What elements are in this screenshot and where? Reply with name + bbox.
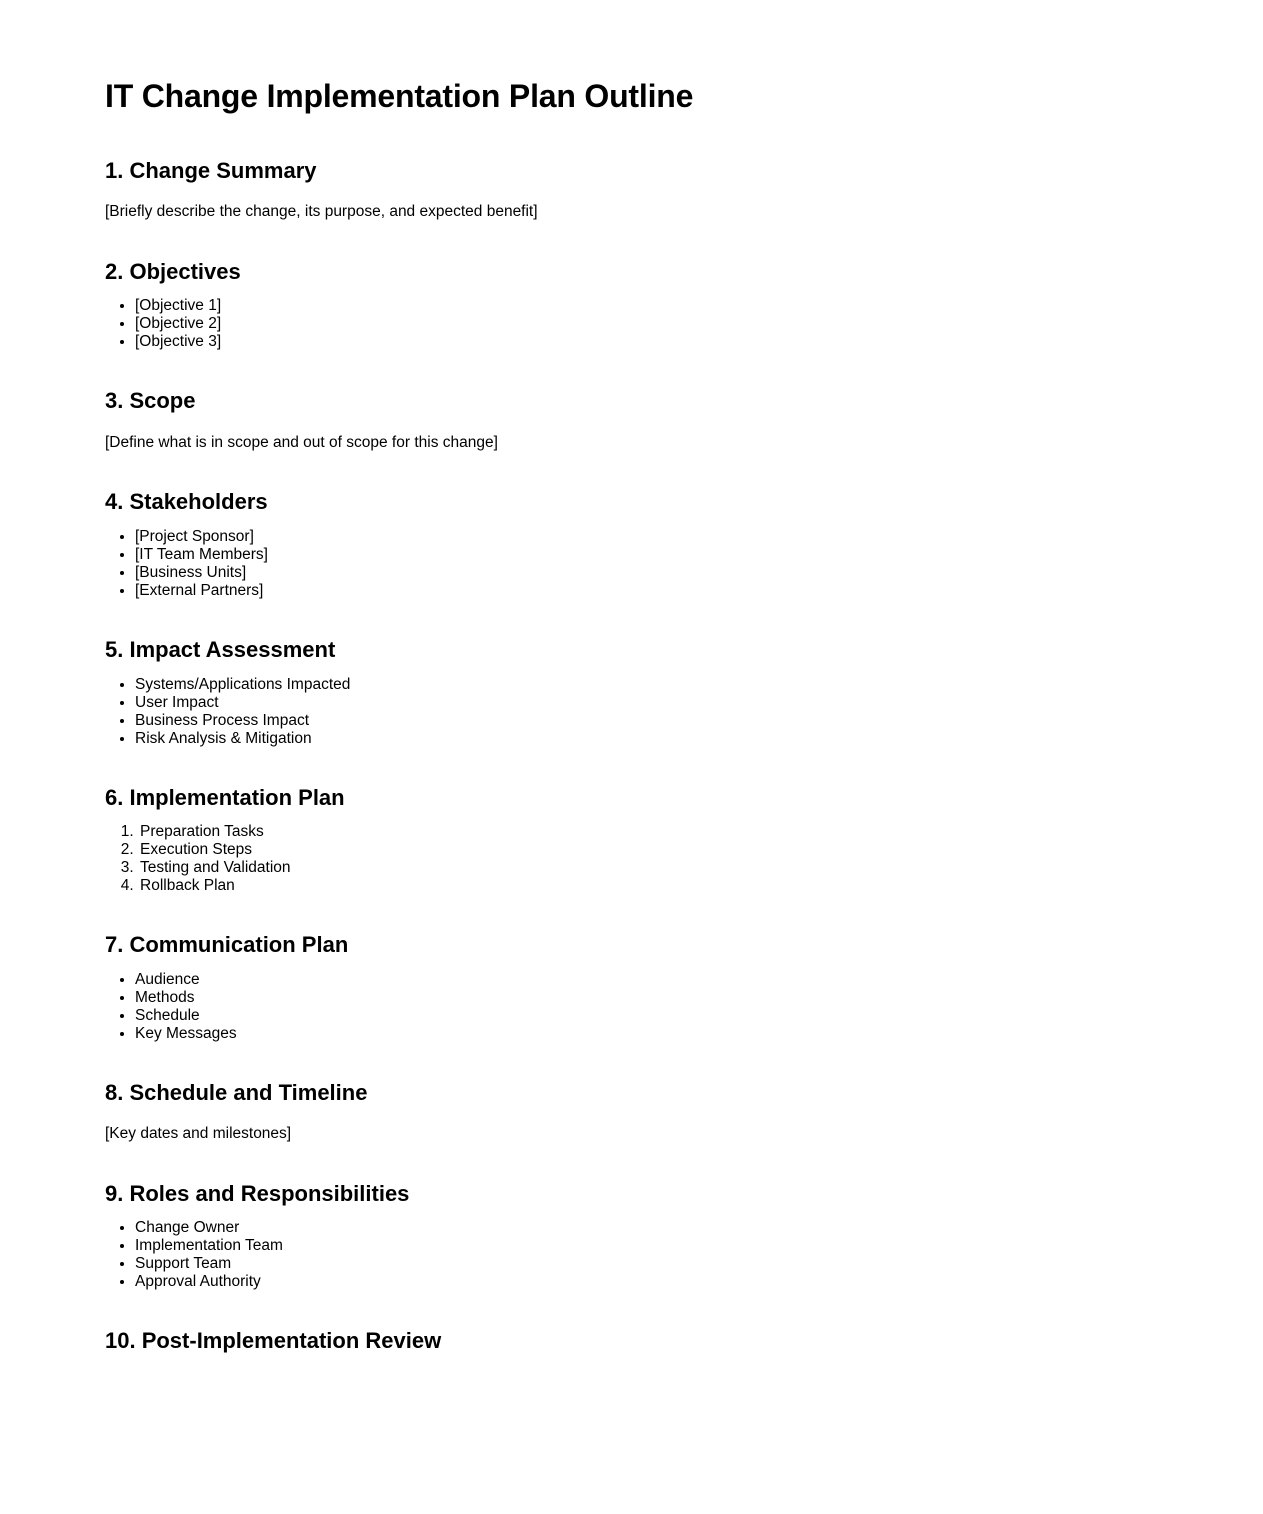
section-roles-and-responsibilities <box>105 1181 1158 1292</box>
list-item: • [IT Team Members] <box>135 546 1158 564</box>
section-paragraph-schedule-and-timeline: [Key dates and milestones] <box>105 1125 292 1143</box>
list-item: • Business Process Impact <box>135 712 1158 730</box>
section-change-summary <box>105 158 1158 222</box>
list-item: • User Impact <box>135 694 1158 712</box>
section-heading-schedule-and-timeline: 8. Schedule and Timeline <box>105 1079 368 1105</box>
list-item: • Audience <box>135 971 1158 989</box>
list-roles-and-responsibilities <box>105 1219 1158 1291</box>
list-impact-assessment <box>105 676 1158 748</box>
section-heading-implementation-plan: 6. Implementation Plan <box>105 784 345 810</box>
list-item: • [Business Units] <box>135 564 1158 582</box>
list-implementation-plan <box>105 823 1158 895</box>
section-heading-communication-plan: 7. Communication Plan <box>105 932 349 958</box>
section-heading-roles-and-responsibilities: 9. Roles and Responsibilities <box>105 1180 410 1206</box>
section-implementation-plan <box>105 785 1158 896</box>
list-item: • [Objective 3] <box>135 333 1158 351</box>
list-communication-plan <box>105 971 1158 1043</box>
list-objectives <box>105 297 1158 351</box>
list-item: • [External Partners] <box>135 582 1158 600</box>
list-item: • Risk Analysis & Mitigation <box>135 730 1158 748</box>
list-item: 2. Execution Steps <box>138 841 1158 859</box>
list-item: • Schedule <box>135 1007 1158 1025</box>
list-stakeholders <box>105 528 1158 600</box>
list-item: 4. Rollback Plan <box>138 877 1158 895</box>
section-post-implementation-review <box>105 1328 1158 1354</box>
section-heading-impact-assessment: 5. Impact Assessment <box>105 637 336 662</box>
section-objectives <box>105 259 1158 352</box>
list-item: • Methods <box>135 989 1158 1007</box>
section-communication-plan <box>105 932 1158 1043</box>
list-item: • Support Team <box>135 1255 1158 1273</box>
list-item: • [Objective 2] <box>135 315 1158 333</box>
list-item: 1. Preparation Tasks <box>138 823 1158 841</box>
section-paragraph-change-summary: [Briefly describe the change, its purpose, and expected benefit] <box>105 203 538 221</box>
list-item: • Systems/Applications Impacted <box>135 676 1158 694</box>
page-bottom-whitespace <box>105 1354 1158 1514</box>
section-heading-post-implementation-review: 10. Post-Implementation Review <box>105 1328 442 1354</box>
list-item: • Implementation Team <box>135 1237 1158 1255</box>
list-item: • Change Owner <box>135 1219 1158 1237</box>
list-item: • Key Messages <box>135 1025 1158 1043</box>
page-title: IT Change Implementation Plan Outline <box>105 78 694 114</box>
section-scope <box>105 388 1158 452</box>
list-item: • Approval Authority <box>135 1273 1158 1291</box>
section-impact-assessment <box>105 637 1158 748</box>
list-item: • [Objective 1] <box>135 297 1158 315</box>
section-heading-change-summary: 1. Change Summary <box>105 157 317 183</box>
section-stakeholders <box>105 489 1158 600</box>
section-heading-stakeholders: 4. Stakeholders <box>105 489 268 515</box>
section-heading-scope: 3. Scope <box>105 388 196 414</box>
list-item: • [Project Sponsor] <box>135 528 1158 546</box>
list-item: 3. Testing and Validation <box>138 859 1158 877</box>
section-heading-objectives: 2. Objectives <box>105 258 241 284</box>
section-schedule-and-timeline <box>105 1080 1158 1144</box>
section-paragraph-scope: [Define what is in scope and out of scope for this change] <box>105 433 498 451</box>
